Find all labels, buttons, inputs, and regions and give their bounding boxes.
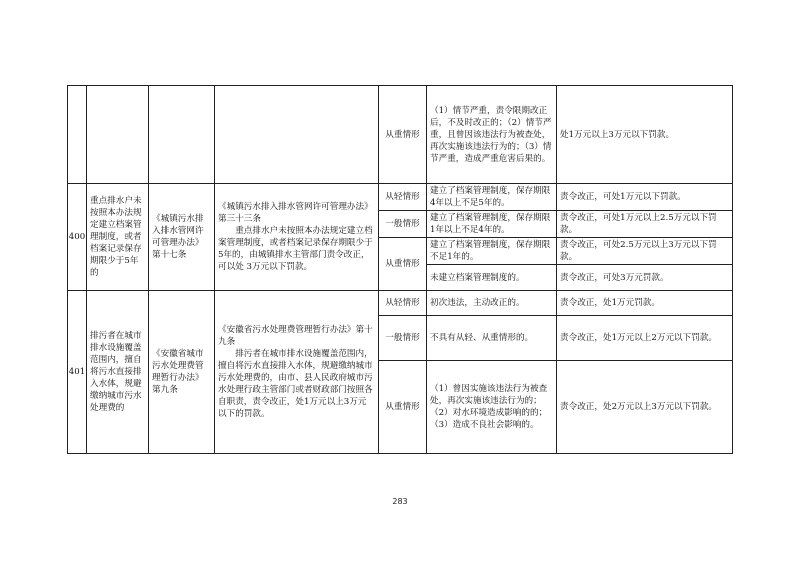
penalty-table xyxy=(67,85,733,454)
behavior-cell xyxy=(87,86,149,184)
basis-text: 重点排水户未按照本办法规定建立档案管理制度，或者档案记录保存期限少于5年的，由城镇排水主管部门责令改正，可以处 3万元以下罚款。 xyxy=(218,226,373,272)
situation-cell: 从重情形 xyxy=(379,361,427,454)
condition-cell: 不具有从轻、从重情形的。 xyxy=(427,316,557,361)
situation-cell: 从重情形 xyxy=(379,86,427,184)
situation-cell: 从重情形 xyxy=(379,238,427,291)
basis-title: 《城镇污水排入排水管网许可管理办法》第三十三条 xyxy=(218,202,373,224)
condition-cell: 未建立档案管理制度的。 xyxy=(427,265,557,291)
num-cell xyxy=(68,86,87,184)
behavior-cell: 排污者在城市排水设施覆盖范围内，擅自将污水直接排入水体，规避缴纳城市污水处理费的 xyxy=(87,291,149,454)
basis-name-cell: 《城镇污水排入排水管网许可管理办法》第十七条 xyxy=(149,184,215,291)
condition-cell: 建立了档案管理制度，保存期限1年以上不足4年的。 xyxy=(427,211,557,238)
item-number: 401 xyxy=(68,291,87,454)
penalty-cell: 责令改正，可处1万元以下罚款。 xyxy=(557,184,733,211)
condition-cell: 建立了档案管理制度，保存期限不足1年的。 xyxy=(427,238,557,265)
situation-cell: 一般情形 xyxy=(379,316,427,361)
condition-cell: （1）情节严重，责令限期改正后，不及时改正的；（2）情节严重，且曾因该违法行为被查处，再次实施该违法行为的；（3）情节严重，造成严重危害后果的。 xyxy=(427,86,557,184)
basis-name-cell: 《安徽省城市污水处理费管理暂行办法》第九条 xyxy=(149,291,215,454)
situation-cell: 从轻情形 xyxy=(379,184,427,211)
table-row xyxy=(68,86,733,184)
table-row xyxy=(68,184,733,211)
behavior-cell: 重点排水户未按照本办法规定建立档案管理制度，或者档案记录保存期限少于5年的 xyxy=(87,184,149,291)
table-row xyxy=(68,291,733,316)
basis-text-cell xyxy=(215,184,379,291)
situation-cell: 从轻情形 xyxy=(379,291,427,316)
penalty-cell: 处1万元以上3万元以下罚款。 xyxy=(557,86,733,184)
situation-cell: 一般情形 xyxy=(379,211,427,238)
basis-title: 《安徽省污水处理费管理暂行办法》第十九条 xyxy=(218,325,373,347)
penalty-cell: 责令改正，可处2.5万元以上3万元以下罚款。 xyxy=(557,238,733,265)
penalty-cell: 责令改正，处1万元以上2万元以下罚款。 xyxy=(557,316,733,361)
basis-text: 排污者在城市排水设施覆盖范围内，擅自将污水直接排入水体，规避缴纳城市污水处理费的，由市、县人民政府城市污水处理行政主管部门或者财政部门按照各自职责，责令改正，处1万元以上3万元以下的罚款。 xyxy=(218,349,373,419)
penalty-cell: 责令改正，可处3万元罚款。 xyxy=(557,265,733,291)
penalty-cell: 责令改正，处1万元罚款。 xyxy=(557,291,733,316)
condition-cell: 建立了档案管理制度，保存期限4年以上不足5年的。 xyxy=(427,184,557,211)
item-number: 400 xyxy=(68,184,87,291)
penalty-cell: 责令改正，可处1万元以上2.5万元以下罚款。 xyxy=(557,211,733,238)
basis-text-cell xyxy=(215,86,379,184)
condition-cell: 初次违法，主动改正的。 xyxy=(427,291,557,316)
penalty-cell: 责令改正，处2万元以上3万元以下罚款。 xyxy=(557,361,733,454)
basis-text-cell xyxy=(215,291,379,454)
basis-name-cell xyxy=(149,86,215,184)
condition-cell: （1）曾因实施该违法行为被查处，再次实施该违法行为的；（2）对水环境造成影响的的；（3）造成不良社会影响的。 xyxy=(427,361,557,454)
page-number: 283 xyxy=(392,497,408,506)
